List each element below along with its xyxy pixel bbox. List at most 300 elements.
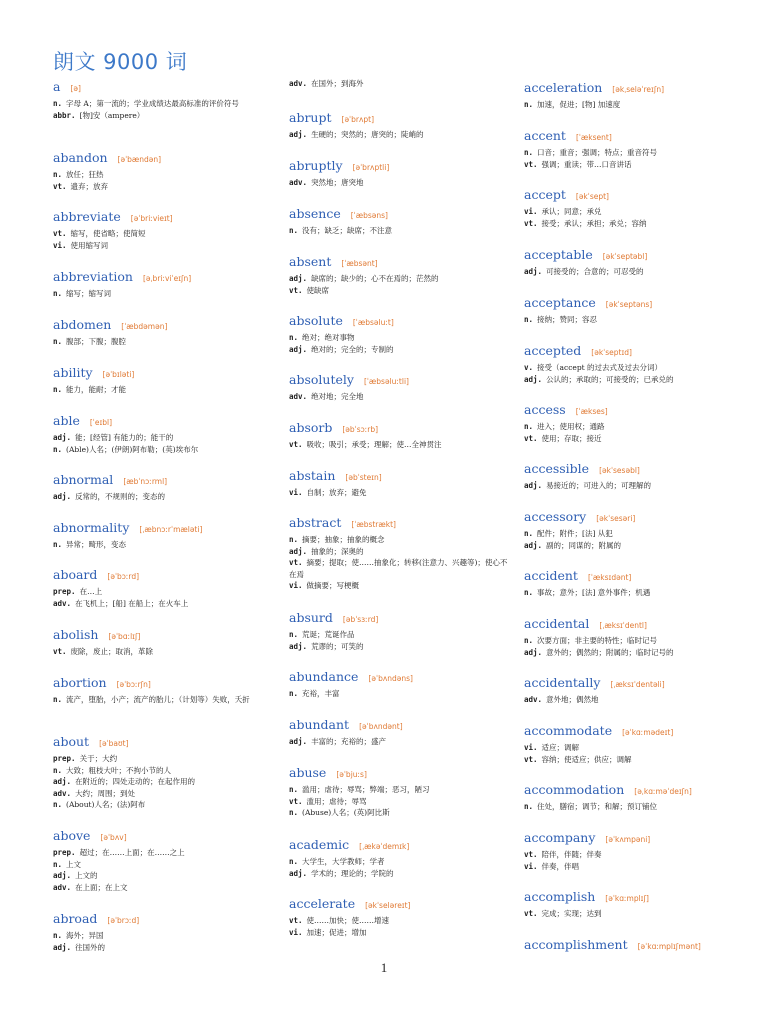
- part-of-speech: vt.: [524, 754, 538, 764]
- part-of-speech: adv.: [524, 695, 543, 704]
- definition-text: 容纳；使适应；供应；调解: [541, 754, 632, 764]
- entry-phonetic: [æbˈnɔːrml]: [123, 477, 168, 486]
- entry-headword: academic: [289, 837, 350, 852]
- part-of-speech: vt.: [53, 181, 67, 191]
- definition-line: [53, 181, 275, 193]
- entry-definitions: [524, 801, 756, 813]
- entry-headword-row: [524, 936, 756, 954]
- part-of-speech: prep.: [53, 754, 76, 763]
- part-of-speech: vt.: [53, 647, 67, 656]
- entry-headword-row: [289, 764, 509, 782]
- entry-headword: accomplishment: [524, 937, 628, 952]
- entry-headword: abuse: [289, 765, 327, 780]
- entry-headword-row: [524, 781, 756, 799]
- page-number: 1: [380, 960, 388, 975]
- entry-headword: accidentally: [524, 675, 601, 690]
- part-of-speech: adv.: [53, 882, 72, 892]
- dictionary-entry: [53, 827, 275, 893]
- definition-line: [53, 491, 275, 503]
- entry-headword: acceptable: [524, 247, 593, 262]
- entry-phonetic: [əkˈsesəbl]: [599, 466, 640, 475]
- definition-line: [289, 273, 509, 285]
- part-of-speech: vi.: [524, 861, 538, 871]
- entry-definitions: [53, 753, 275, 811]
- dictionary-entry: [289, 312, 509, 355]
- definition-text: 适应；调解: [541, 743, 580, 752]
- entry-phonetic: [əkˈseləreɪt]: [365, 901, 411, 910]
- definition-text: 废除，废止；取消，革除: [70, 647, 154, 656]
- entry-headword: accessible: [524, 461, 590, 476]
- definition-text: 遗弃；放弃: [70, 181, 109, 191]
- entry-definitions: [289, 487, 509, 499]
- entry-phonetic: [əˈkʌmpəni]: [605, 835, 651, 844]
- definition-line: [289, 629, 509, 641]
- entry-headword-row: [289, 109, 509, 127]
- entry-headword-row: [524, 294, 756, 312]
- definition-line: [53, 859, 275, 871]
- dictionary-entry: [53, 566, 275, 609]
- entry-phonetic: [ˌæksɪˈdentl]: [599, 621, 647, 630]
- entry-headword-row: [524, 508, 756, 526]
- definition-line: [289, 915, 509, 927]
- part-of-speech: n.: [289, 226, 299, 235]
- definition-text: 使……加快；使……增速: [306, 916, 390, 925]
- entry-phonetic: [ˈæbdəmən]: [121, 322, 168, 331]
- part-of-speech: adv.: [53, 788, 72, 798]
- entry-phonetic: [əˈkɑːmplɪʃ]: [605, 894, 649, 903]
- entry-headword-row: [53, 674, 275, 692]
- entry-phonetic: [əˈbrʌpt]: [341, 115, 375, 124]
- part-of-speech: n.: [524, 422, 534, 431]
- entry-headword-row: [289, 419, 509, 437]
- definition-line: [524, 908, 756, 920]
- definition-line: [53, 169, 275, 181]
- definition-text: 抽象的；深奥的: [311, 546, 364, 556]
- part-of-speech: abbr.: [53, 110, 76, 120]
- dictionary-entry: [289, 836, 509, 879]
- entry-definitions: [524, 742, 756, 765]
- entry-headword-row: [524, 888, 756, 906]
- entry-definitions: [53, 930, 275, 953]
- entry-headword-row: [53, 733, 275, 751]
- entry-definitions: [524, 99, 756, 111]
- entry-headword-row: [524, 829, 756, 847]
- entry-headword: absolutely: [289, 372, 354, 387]
- entry-headword-row: [53, 149, 275, 167]
- definition-line: [289, 391, 509, 403]
- entry-definitions: [53, 646, 275, 658]
- definition-text: 放任；狂热: [66, 170, 104, 179]
- entry-definitions: [53, 586, 275, 609]
- entry-definitions: [524, 908, 756, 920]
- part-of-speech: n.: [524, 315, 534, 324]
- definition-line: [289, 285, 509, 297]
- definition-text: 做摘要；写梗概: [306, 581, 360, 590]
- definition-text: 大学生，大学教师；学者: [302, 857, 385, 866]
- definition-text: 进入；使用权；通路: [537, 422, 605, 431]
- entry-headword: acceleration: [524, 80, 603, 95]
- part-of-speech: adj.: [289, 546, 308, 556]
- entry-phonetic: [əbˈsɜːrd]: [342, 615, 379, 624]
- part-of-speech: n.: [524, 100, 534, 109]
- entry-headword-row: [53, 471, 275, 489]
- part-of-speech: vi.: [53, 240, 67, 250]
- entry-headword-row: [289, 716, 509, 734]
- dictionary-entry: [524, 567, 756, 599]
- definition-line: [524, 754, 756, 766]
- definition-line: [53, 598, 275, 610]
- definition-line: [289, 534, 509, 546]
- part-of-speech: adv.: [53, 598, 72, 608]
- entry-headword-row: [53, 519, 275, 537]
- definition-line: [289, 807, 509, 819]
- entry-headword: absurd: [289, 610, 333, 625]
- entry-definitions: [289, 629, 509, 652]
- entry-headword: accommodation: [524, 782, 625, 797]
- definition-text: 住处，膳宿；调节；和解；预订铺位: [537, 802, 658, 811]
- definition-text: 次要方面；非主要的特性；临时记号: [537, 636, 658, 645]
- entry-phonetic: [əˈbjuːs]: [336, 770, 367, 779]
- entry-headword: abbreviation: [53, 269, 133, 284]
- definition-text: 事故；意外；[法] 意外事件；机遇: [537, 588, 651, 597]
- entry-phonetic: [əˈbʌv]: [100, 833, 127, 842]
- definition-text: 荒谬的；可笑的: [311, 641, 364, 651]
- entry-headword: abundant: [289, 717, 350, 732]
- dictionary-entry: [524, 674, 756, 706]
- entry-phonetic: [ˈeɪbl]: [89, 418, 113, 427]
- definition-text: 异常；畸形，变态: [66, 540, 127, 549]
- definition-text: 滥用；虐待；辱骂；弊端；恶习，陋习: [302, 785, 430, 794]
- definition-text: 接受（accept 的过去式及过去分词）: [537, 363, 663, 372]
- part-of-speech: n.: [289, 689, 299, 698]
- entry-headword: abnormality: [53, 520, 130, 535]
- entry-headword-row: [524, 722, 756, 740]
- part-of-speech: vt.: [289, 796, 303, 806]
- entry-headword: a: [53, 79, 61, 94]
- entry-definitions: [53, 539, 275, 551]
- part-of-speech: adj.: [289, 868, 308, 878]
- definition-text: 可接受的；合意的；可忍受的: [546, 267, 644, 276]
- dictionary-entry: [524, 936, 756, 956]
- dictionary-entry: [524, 401, 756, 444]
- entry-headword: accommodate: [524, 723, 613, 738]
- definition-line: [53, 240, 275, 252]
- entry-definitions: [524, 694, 756, 706]
- part-of-speech: prep.: [53, 848, 76, 857]
- entry-headword-row: [524, 246, 756, 264]
- definition-line: [524, 266, 756, 278]
- entry-headword-row: [289, 895, 509, 913]
- definition-line: [53, 942, 275, 954]
- definition-line: [289, 796, 509, 808]
- dictionary-entry: [289, 109, 509, 141]
- entry-definitions: [524, 147, 756, 170]
- definition-text: 字母 A；第一流的；学业成绩达最高标准的评价符号: [66, 99, 239, 108]
- part-of-speech: n.: [53, 540, 63, 549]
- definition-text: 易接近的；可进入的；可理解的: [546, 481, 652, 490]
- part-of-speech: n.: [53, 337, 63, 346]
- definition-line: [53, 753, 275, 765]
- entry-definitions: [53, 288, 275, 300]
- dictionary-entry: [53, 626, 275, 658]
- entry-definitions: [524, 362, 756, 385]
- entry-headword: accelerate: [289, 896, 356, 911]
- entry-definitions: [289, 177, 509, 189]
- entry-phonetic: [əˈbɔːrd]: [107, 572, 140, 581]
- definition-text: 生硬的；突然的；唐突的；陡峭的: [311, 130, 424, 139]
- part-of-speech: n.: [289, 857, 299, 866]
- entry-phonetic: [əˈbrɔːd]: [107, 916, 140, 925]
- entry-headword-row: [53, 412, 275, 430]
- entry-definitions: [289, 273, 509, 296]
- dictionary-entry: [524, 79, 756, 111]
- dictionary-entry: [524, 781, 756, 813]
- entry-headword: absent: [289, 254, 332, 269]
- entry-definitions: [53, 98, 275, 121]
- part-of-speech: adj.: [524, 647, 543, 657]
- dictionary-entry: [53, 364, 275, 396]
- entry-headword: aboard: [53, 567, 98, 582]
- entry-headword-row: [289, 836, 509, 854]
- entry-headword: abnormal: [53, 472, 114, 487]
- entry-headword: absolute: [289, 313, 343, 328]
- entry-phonetic: [əkˈseptəbl]: [602, 252, 648, 261]
- definition-line: [524, 362, 756, 374]
- part-of-speech: n.: [53, 931, 63, 940]
- entry-headword: accessory: [524, 509, 587, 524]
- definition-line: [524, 849, 756, 861]
- entry-definitions: [524, 421, 756, 444]
- entry-phonetic: [əˈbriːvieɪt]: [130, 214, 173, 223]
- definition-text: 流产，堕胎，小产；流产的胎儿；（计划等）失败，夭折: [66, 695, 250, 704]
- definition-line: [53, 288, 275, 300]
- entry-headword-row: [53, 208, 275, 226]
- definition-text: 缩写；缩写词: [66, 289, 112, 298]
- entry-headword-row: [289, 371, 509, 389]
- entry-definitions: [53, 847, 275, 893]
- definition-text: 能力，能耐；才能: [66, 385, 127, 394]
- entry-headword-row: [524, 342, 756, 360]
- definition-text: 接纳；赞同；容忍: [537, 315, 598, 324]
- entry-phonetic: [əˈbʌndənt]: [359, 722, 403, 731]
- part-of-speech: vt.: [289, 558, 303, 567]
- part-of-speech: adj.: [289, 737, 308, 746]
- part-of-speech: adj.: [289, 130, 308, 139]
- definition-text: (About)人名；(法)阿布: [66, 800, 146, 809]
- entry-headword: abandon: [53, 150, 108, 165]
- entry-phonetic: [əkˌseləˈreɪʃn]: [612, 85, 665, 94]
- part-of-speech: adj.: [524, 481, 543, 490]
- entry-phonetic: [əˈkɑːmplɪʃmənt]: [637, 942, 701, 951]
- dictionary-entry: [53, 674, 275, 706]
- definition-text: 绝对地；完全地: [311, 392, 364, 401]
- definition-line: [289, 546, 509, 558]
- entry-headword-row: [53, 827, 275, 845]
- dictionary-entry: [289, 78, 509, 90]
- definition-line: [524, 587, 756, 599]
- definition-line: [524, 147, 756, 159]
- entry-headword-row: [524, 79, 756, 97]
- definition-line: [53, 336, 275, 348]
- definition-text: 意外的；偶然的；附属的；临时记号的: [546, 647, 674, 657]
- dictionary-entry: [289, 253, 509, 296]
- part-of-speech: adv.: [289, 178, 308, 187]
- entry-phonetic: [əkˈsesəri]: [596, 514, 636, 523]
- definition-text: 大致；粗枝大叶；不拘小节的人: [66, 765, 172, 775]
- entry-headword: accent: [524, 128, 566, 143]
- definition-text: 在附近的；四处走动的；在起作用的: [75, 777, 196, 786]
- definition-line: [524, 159, 756, 171]
- entry-headword: abbreviate: [53, 209, 121, 224]
- entry-headword-row: [289, 253, 509, 271]
- definition-text: 摘要；提取；使……抽象化；转移(注意力、兴趣等)；使心不在焉: [289, 558, 508, 579]
- dictionary-entry: [524, 888, 756, 920]
- entry-phonetic: [əˈbɑːlɪʃ]: [108, 632, 141, 641]
- entry-phonetic: [ˈæksɪdənt]: [587, 573, 632, 582]
- entry-definitions: [53, 384, 275, 396]
- dictionary-entry: [53, 733, 275, 811]
- entry-headword-row: [524, 567, 756, 585]
- entry-headword: accept: [524, 187, 566, 202]
- definition-text: 在国外；到海外: [311, 79, 364, 88]
- definition-text: 使用缩写词: [70, 240, 109, 250]
- definition-text: 使缺席: [306, 285, 330, 295]
- entry-definitions: [524, 849, 756, 872]
- entry-headword: access: [524, 402, 566, 417]
- part-of-speech: n.: [289, 630, 299, 639]
- definition-line: [289, 225, 509, 237]
- entry-phonetic: [ˌæksɪˈdentəli]: [610, 680, 665, 689]
- definition-line: [53, 799, 275, 811]
- entry-definitions: [53, 694, 275, 706]
- entry-headword: abundance: [289, 669, 359, 684]
- definition-line: [524, 647, 756, 659]
- entry-headword: abrupt: [289, 110, 332, 125]
- entry-headword-row: [53, 566, 275, 584]
- part-of-speech: vi.: [289, 927, 303, 937]
- definition-text: 副的；同谋的；附属的: [546, 540, 622, 550]
- definition-text: (Abuse)人名；(英)阿比斯: [302, 808, 390, 817]
- definition-text: 滥用；虐待；辱骂: [306, 796, 367, 806]
- definition-text: 加速；促进；增加: [306, 927, 367, 937]
- part-of-speech: n.: [524, 802, 534, 811]
- part-of-speech: n.: [524, 529, 534, 538]
- definition-text: 口音；重音；强调；特点；重音符号: [537, 148, 658, 157]
- entry-headword: about: [53, 734, 90, 749]
- entry-headword: accompany: [524, 830, 596, 845]
- definition-text: 突然地；唐突地: [311, 178, 364, 187]
- entry-definitions: [524, 206, 756, 229]
- part-of-speech: n.: [524, 148, 534, 157]
- definition-line: [289, 78, 509, 90]
- entry-headword: absorb: [289, 420, 333, 435]
- dictionary-entry: [524, 722, 756, 765]
- part-of-speech: n.: [53, 800, 63, 809]
- definition-text: 关于；大约: [79, 754, 118, 763]
- entry-headword: above: [53, 828, 91, 843]
- dictionary-entry: [289, 371, 509, 403]
- entry-headword-row: [289, 205, 509, 223]
- entry-headword-row: [53, 910, 275, 928]
- entry-headword: abruptly: [289, 158, 343, 173]
- part-of-speech: prep.: [53, 587, 76, 596]
- part-of-speech: v.: [524, 363, 534, 372]
- part-of-speech: n.: [289, 785, 299, 794]
- part-of-speech: n.: [53, 765, 63, 775]
- entry-headword: abolish: [53, 627, 99, 642]
- dictionary-entry: [289, 716, 509, 748]
- entry-phonetic: [əkˈseptɪd]: [591, 348, 632, 357]
- entry-definitions: [53, 432, 275, 455]
- part-of-speech: vt.: [289, 440, 303, 449]
- dictionary-entry: [53, 316, 275, 348]
- definition-line: [53, 586, 275, 598]
- entry-headword-row: [53, 268, 275, 286]
- part-of-speech: adj.: [53, 871, 72, 880]
- definition-text: 超过；在……上面；在……之上: [79, 848, 185, 857]
- definition-text: 缺席的；缺少的；心不在焉的；茫然的: [311, 274, 439, 283]
- part-of-speech: n.: [289, 333, 299, 342]
- dictionary-entry: [524, 829, 756, 872]
- entry-phonetic: [ˈæbsəluːt]: [352, 318, 394, 327]
- definition-line: [524, 206, 756, 218]
- dictionary-entry: [53, 471, 275, 503]
- definition-line: [524, 861, 756, 873]
- entry-headword: accepted: [524, 343, 582, 358]
- dictionary-entry: [53, 149, 275, 192]
- part-of-speech: adj.: [289, 641, 308, 651]
- definition-text: 在飞机上；[船] 在船上；在火车上: [75, 598, 189, 608]
- definition-text: 完成；实现；达到: [541, 909, 602, 918]
- entry-phonetic: [ˈæbsəluːtli]: [363, 377, 409, 386]
- entry-definitions: [289, 225, 509, 237]
- entry-phonetic: [əˈkɑːmədeɪt]: [622, 728, 674, 737]
- definition-line: [53, 432, 275, 444]
- definition-line: [524, 218, 756, 230]
- definition-line: [53, 776, 275, 788]
- entry-headword-row: [524, 460, 756, 478]
- part-of-speech: vt.: [524, 909, 538, 918]
- definition-line: [524, 374, 756, 386]
- entry-headword: abdomen: [53, 317, 112, 332]
- dictionary-entry: [289, 419, 509, 451]
- definition-line: [289, 927, 509, 939]
- dictionary-entry: [524, 460, 756, 492]
- part-of-speech: vt.: [524, 433, 538, 443]
- definition-text: 绝对的；完全的；专制的: [311, 344, 394, 354]
- part-of-speech: adj.: [53, 433, 72, 442]
- entry-definitions: [289, 915, 509, 938]
- entry-definitions: [524, 635, 756, 658]
- part-of-speech: adj.: [53, 942, 72, 952]
- definition-text: 荒诞；荒诞作品: [302, 630, 355, 639]
- definition-line: [53, 882, 275, 894]
- definition-line: [53, 788, 275, 800]
- definition-line: [289, 332, 509, 344]
- entry-phonetic: [ə]: [70, 84, 81, 93]
- part-of-speech: vi.: [289, 581, 303, 590]
- dictionary-entry: [53, 519, 275, 551]
- entry-definitions: [289, 332, 509, 355]
- part-of-speech: n.: [53, 385, 63, 394]
- definition-text: 摘要；抽象；抽象的概念: [302, 535, 385, 544]
- dictionary-entry: [524, 294, 756, 326]
- dictionary-entry: [289, 609, 509, 652]
- entry-definitions: [289, 688, 509, 700]
- part-of-speech: n.: [289, 535, 299, 544]
- entry-headword: acceptance: [524, 295, 596, 310]
- definition-text: 反常的，不规则的；变态的: [75, 492, 166, 501]
